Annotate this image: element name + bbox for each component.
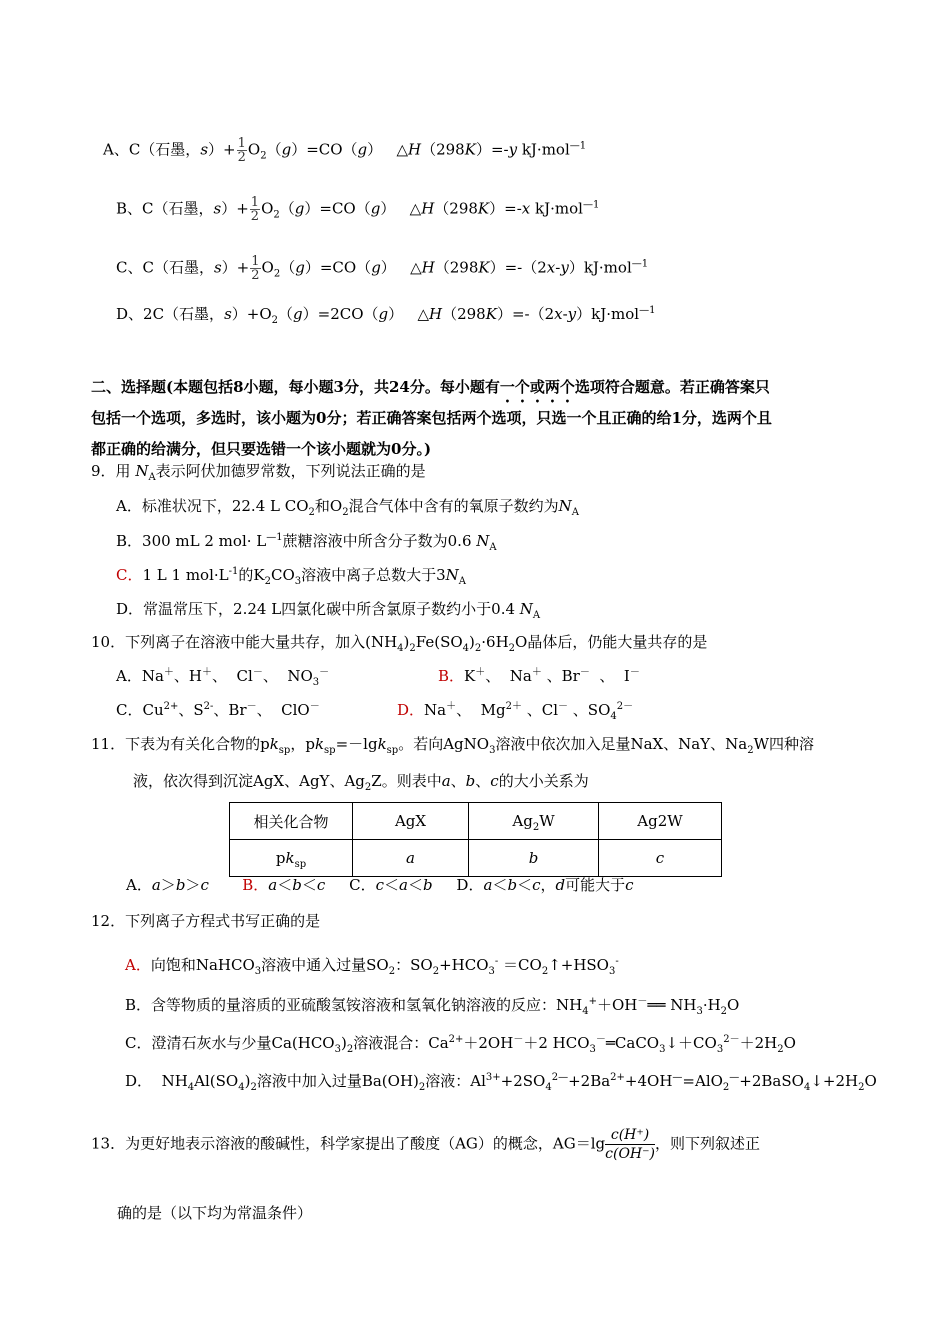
q9-stem: 9．用 $N_A$表示阿伏加德罗常数，下列说法正确的是: [91, 462, 426, 483]
q10-stem: 10．下列离子在溶液中能大量共存，加入$(NH_4)_2Fe(SO_4)_2\cdot 6H_2O$晶体后，仍能大量共存的是: [91, 633, 708, 654]
fraction-half: $\frac{1}{2}$: [237, 136, 246, 165]
q10-option-a: A．Na＋、H＋、 Cl－、 $NO_3^-$: [116, 667, 330, 688]
q12-option-c: C．澄清石灰水与少量$Ca(HCO_3)_2$溶液混合：$Ca^{2+}+2OH^-+2$ $HCO_3^-═CaCO_3↓+CO_3^{2-}+2H_2O$: [125, 1034, 796, 1055]
q8-option-d: D、2C（石墨，$s)+O_2(g)=2CO(g)$ △H（298K）=-（2x-y）kJ·mol$^{—1}$: [116, 305, 656, 326]
table-header-cell: AgX: [353, 803, 469, 840]
q10-option-b: B．K＋、 Na＋ 、Br－ 、 I－: [438, 667, 640, 685]
q10-option-c: C．$Cu^{2+}$、$S^{2-}$、Br－、 ClO－: [116, 701, 320, 719]
section2-line2: 包括一个选项，多选时，该小题为0分；若正确答案包括两个选项，只选一个且正确的给1分，选两个且: [91, 409, 772, 427]
table-cell: b: [469, 840, 599, 877]
q13-stem-2: 确的是（以下均为常温条件）: [117, 1204, 313, 1222]
q8-option-b: B、C（石墨，s）+ $\frac{1}{2}$ $O_2(g)=CO(g)$ △H（298K）=-x kJ·mol$^{—1}$: [116, 195, 600, 224]
q10-option-d: D．Na＋、 $Mg^{2+}$ 、Cl－ 、$SO_4^{2-}$: [397, 701, 634, 722]
table-header-cell: Ag2W: [599, 803, 722, 840]
q8-option-c: C、C（石墨，s）+ $\frac{1}{2}$ $O_2(g)=CO(g)$ △H（298K）=-（2x-y）kJ·mol$^{—1}$: [116, 254, 649, 283]
section2-line1: 二、选择题(本题包括8小题，每小题3分，共24分。每小题有一个或两个选项符合题意。若正确答案只: [91, 378, 770, 396]
q8-option-a: A、C（石墨，s）+ $\frac{1}{2}$ $O_2(g)=CO(g)$ △H（298K）=-y kJ·mol$^{—1}$: [103, 136, 587, 165]
ksp-table: [229, 802, 722, 877]
q13-stem-1: 13．为更好地表示溶液的酸碱性，科学家提出了酸度（AG）的概念，AG＝lg $\frac{c(H^+)}{c(OH^-)}$ ，则下列叙述正: [91, 1127, 760, 1162]
q12-option-b: B．含等物质的量溶质的亚硫酸氢铵溶液和氢氧化钠溶液的反应：$NH_4^++OH^-══$ $NH_3\cdot H_2O$: [125, 996, 740, 1017]
q9-option-a: A．标准状况下，22.4 L $CO_2$和$O_2$混合气体中含有的氧原子数约为$N_A$: [116, 497, 579, 518]
fraction-half: $\frac{1}{2}$: [251, 254, 260, 283]
table-cell: $pk_{sp}$: [230, 840, 353, 877]
section2-line3: 都正确的给满分，但只要选错一个该小题就为0分。): [91, 440, 432, 458]
q9-option-c: C．1 L 1 $mol\cdot L^{-1}$的$K_2CO_3$溶液中离子总数大于$3N_A$: [116, 566, 467, 587]
q12-option-d: D． $NH_4Al(SO_4)_2$溶液中加入过量$Ba(OH)_2$溶液：$Al^{3+}+2SO_4^{2—}+2Ba^{2+}+4OH^—=AlO_2^—+2BaSO_4↓+2H_2O$: [125, 1072, 877, 1093]
q11-options: A．a＞b＞c B．a＜b＜c C．c＜a＜b D．a＜b＜c，d可能大于c: [126, 876, 634, 894]
q11-stem-2: 液，依次得到沉淀AgX、AgY、$Ag_2Z$。则表中a、b、c的大小关系为: [133, 772, 589, 793]
fraction-half: $\frac{1}{2}$: [250, 195, 260, 224]
q9-option-d: D．常温常压下，2.24 L四氯化碳中所含氯原子数约小于0.4 $N_A$: [116, 600, 541, 621]
ag-fraction: $\frac{c(H^+)}{c(OH^-)}$: [605, 1127, 655, 1162]
q9-option-b: B．300 mL 2 $mol\cdot L^{—1}$蔗糖溶液中所含分子数为0.6 $N_A$: [116, 532, 497, 553]
table-cell: c: [599, 840, 722, 877]
table-header-cell: 相关化合物: [230, 803, 353, 840]
table-cell: a: [353, 840, 469, 877]
q12-option-a: A．向饱和NaHCO$_3$溶液中通入过量$SO_2$：$SO_2+HCO_3^-$ $=CO_2↑+HSO_3^-$: [125, 956, 619, 977]
table-row: [230, 840, 722, 877]
table-row: [230, 803, 722, 840]
table-header-cell: $Ag_2W$: [469, 803, 599, 840]
q12-stem: 12．下列离子方程式书写正确的是: [91, 912, 321, 930]
q11-stem-1: 11．下表为有关化合物的$pk_{sp}$，$pk_{sp}=-\lg k_{sp}$。若向AgNO$_3$溶液中依次加入足量NaX、NaY、$Na_2W$四种溶: [91, 735, 815, 756]
